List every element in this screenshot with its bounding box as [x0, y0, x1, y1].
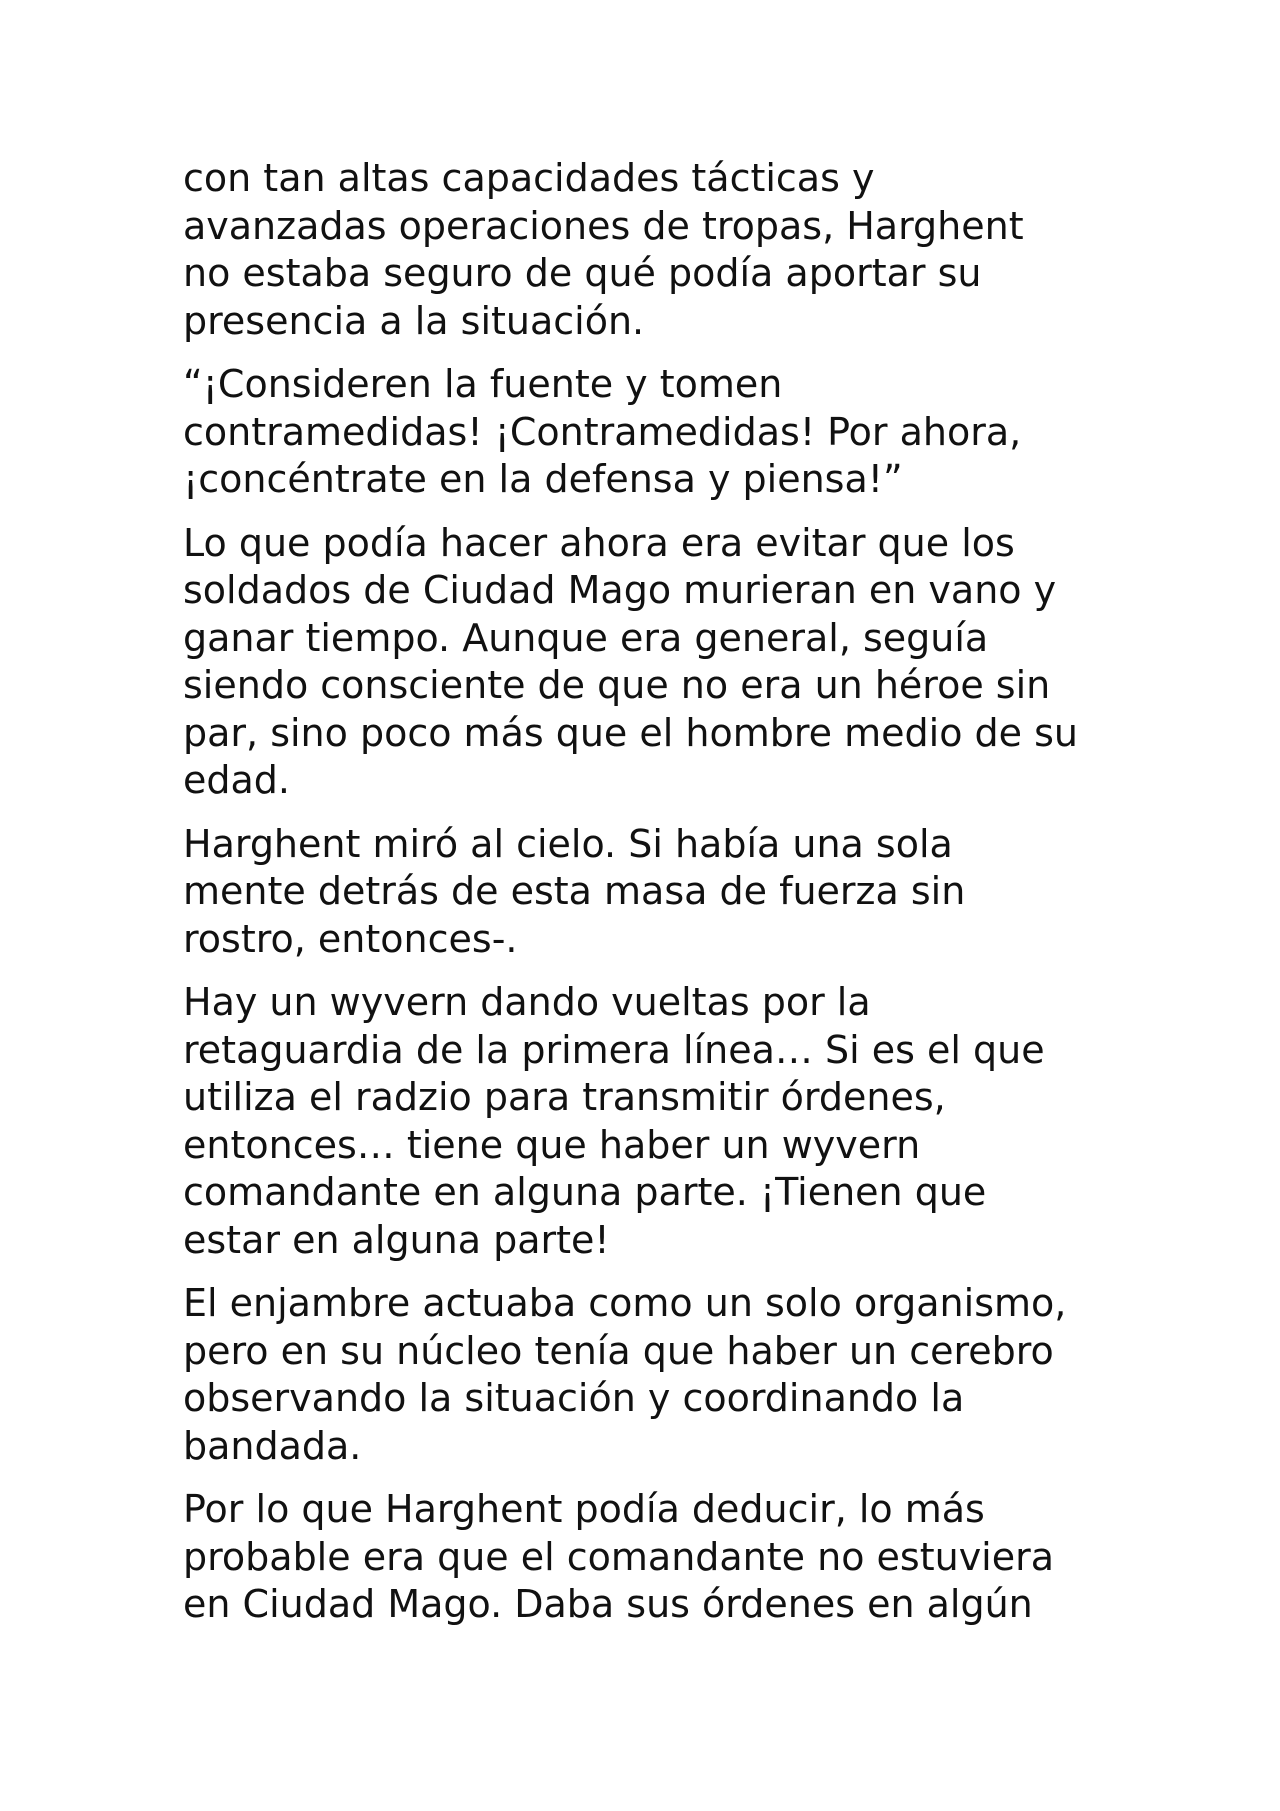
text-line: observando la situación y coordinando la: [183, 1376, 965, 1420]
text-line: estar en alguna parte!: [183, 1217, 610, 1262]
text-line: ganar tiempo. Aunque era general, seguía: [183, 615, 989, 660]
text-line: Hay un wyvern dando vueltas por la: [183, 980, 871, 1024]
text-line: ¡concéntrate en la defensa y piensa!”: [183, 457, 903, 501]
text-line: contramedidas! ¡Contramedidas! Por ahora,: [183, 409, 1022, 454]
text-line: siendo consciente de que no era un héroe sin: [183, 663, 1051, 707]
text-line: presencia a la situación.: [183, 298, 645, 343]
paragraph-4: [183, 821, 1113, 964]
text-line: Harghent miró al cielo. Si había una sola: [183, 821, 953, 866]
text-line: no estaba seguro de qué podía aportar su: [183, 251, 982, 295]
paragraph-7: [183, 1486, 1113, 1629]
text-line: bandada.: [183, 1423, 362, 1468]
text-line: retaguardia de la primera línea… Si es el que: [183, 1027, 1045, 1072]
paragraph-3: [183, 520, 1113, 805]
text-line: “¡Consideren la fuente y tomen: [183, 362, 783, 406]
text-line: utiliza el radzio para transmitir órdenes,: [183, 1075, 946, 1119]
paragraph-5: [183, 979, 1113, 1264]
text-line: entonces… tiene que haber un wyvern: [183, 1122, 921, 1167]
text-line: mente detrás de esta masa de fuerza sin: [183, 869, 966, 913]
paragraph-2: [183, 361, 1113, 504]
text-line: Lo que podía hacer ahora era evitar que los: [183, 520, 1015, 565]
text-line: avanzadas operaciones de tropas, Harghent: [183, 203, 1024, 248]
paragraph-6: [183, 1280, 1113, 1470]
text-line: Por lo que Harghent podía deducir, lo más: [183, 1487, 985, 1531]
text-line: edad.: [183, 758, 290, 802]
text-line: El enjambre actuaba como un solo organismo,: [183, 1281, 1067, 1325]
text-line: rostro, entonces-.: [183, 916, 518, 961]
document-page: [183, 155, 1113, 1645]
text-line: probable era que el comandante no estuviera: [183, 1534, 1055, 1579]
text-line: comandante en alguna parte. ¡Tienen que: [183, 1170, 987, 1214]
paragraph-1: [183, 155, 1113, 345]
text-line: pero en su núcleo tenía que haber un cerebro: [183, 1328, 1054, 1373]
text-line: con tan altas capacidades tácticas y: [183, 156, 875, 200]
text-line: soldados de Ciudad Mago murieran en vano y: [183, 568, 1057, 612]
text-line: par, sino poco más que el hombre medio de su: [183, 710, 1078, 755]
text-line: en Ciudad Mago. Daba sus órdenes en algún: [183, 1582, 1033, 1626]
